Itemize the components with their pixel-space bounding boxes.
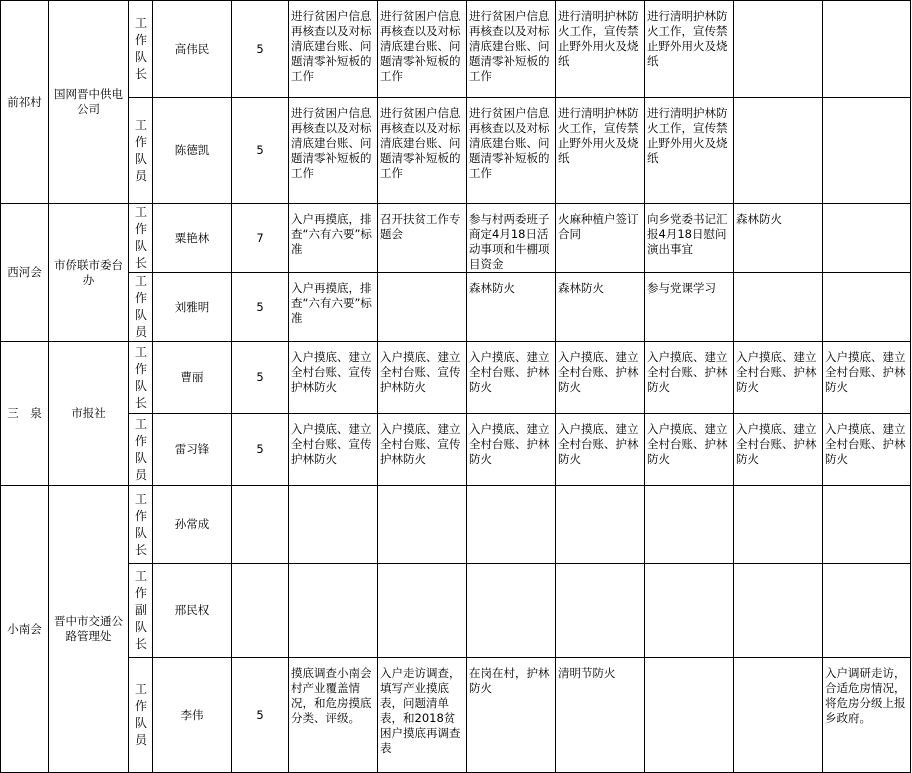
task-cell: [645, 486, 734, 564]
role-cell: 工作队员: [129, 414, 153, 486]
role-cell: 工作队长: [129, 486, 153, 564]
days-count: 5: [232, 342, 289, 414]
role-cell: 工作队长: [129, 342, 153, 414]
task-cell: [289, 564, 378, 658]
table-row: [1, 98, 911, 204]
task-cell: [556, 564, 645, 658]
village-name: 西河会: [1, 204, 49, 342]
role-cell: 工作队长: [129, 204, 153, 273]
task-cell: 入户摸底、建立全村台账、护林防火: [467, 342, 556, 414]
task-cell: 入户摸底、建立全村台账、护林防火: [645, 414, 734, 486]
unit-name: 晋中市交通公路管理处: [49, 486, 129, 773]
role-cell: 工作队员: [129, 273, 153, 342]
member-name: 曹丽: [153, 342, 232, 414]
days-count: [232, 564, 289, 658]
task-cell: 入户摸底、建立全村台账、护林防火: [467, 414, 556, 486]
role-cell: 工作队员: [129, 658, 153, 773]
task-cell: 入户摸底、建立全村台账、护林防火: [823, 342, 911, 414]
role-cell: 工作队员: [129, 98, 153, 204]
task-cell: 森林防火: [734, 204, 823, 273]
task-cell: 参与党课学习: [645, 273, 734, 342]
task-cell: 召开扶贫工作专题会: [378, 204, 467, 273]
role-cell: 工作副队长: [129, 564, 153, 658]
unit-name: 市侨联市委台办: [49, 204, 129, 342]
task-cell: 入户摸底、建立全村台账、宣传护林防火: [378, 342, 467, 414]
task-cell: [734, 98, 823, 204]
member-name: 刘雅明: [153, 273, 232, 342]
table-row: [1, 658, 911, 773]
table-row: [1, 564, 911, 658]
task-cell: [823, 273, 911, 342]
task-cell: 森林防火: [556, 273, 645, 342]
task-cell: [556, 486, 645, 564]
days-count: 5: [232, 273, 289, 342]
task-cell: [734, 1, 823, 98]
task-cell: [467, 486, 556, 564]
task-cell: [823, 564, 911, 658]
days-count: 7: [232, 204, 289, 273]
task-cell: 进行清明护林防火工作，宣传禁止野外用火及烧纸: [556, 98, 645, 204]
village-name: 小南会: [1, 486, 49, 773]
member-name: 雷习锋: [153, 414, 232, 486]
days-count: 5: [232, 98, 289, 204]
task-cell: 入户摸底、建立全村台账、护林防火: [556, 342, 645, 414]
task-cell: [734, 658, 823, 773]
days-count: 5: [232, 1, 289, 98]
task-cell: 进行贫困户信息再核查以及对标清底建台账、问题清零补短板的工作: [289, 1, 378, 98]
task-cell: [823, 98, 911, 204]
task-cell: 进行贫困户信息再核查以及对标清底建台账、问题清零补短板的工作: [378, 1, 467, 98]
task-cell: [734, 273, 823, 342]
task-cell: 进行清明护林防火工作，宣传禁止野外用火及烧纸: [645, 98, 734, 204]
task-cell: [823, 204, 911, 273]
task-cell: [645, 658, 734, 773]
task-cell: 入户摸底、建立全村台账、宣传护林防火: [378, 414, 467, 486]
village-name: 三 泉: [1, 342, 49, 486]
task-cell: 清明节防火: [556, 658, 645, 773]
task-cell: [378, 273, 467, 342]
table-row: [1, 486, 911, 564]
task-cell: 入户走访调查，填写产业摸底表，问题清单表，和2018贫困户摸底再调查表: [378, 658, 467, 773]
task-cell: 进行贫困户信息再核查以及对标清底建台账、问题清零补短板的工作: [467, 98, 556, 204]
task-cell: 参与村两委班子商定4月18日活动事项和牛棚项目资金: [467, 204, 556, 273]
days-count: 5: [232, 658, 289, 773]
task-cell: [289, 486, 378, 564]
task-cell: 入户摸底、建立全村台账、护林防火: [645, 342, 734, 414]
member-name: 邢民权: [153, 564, 232, 658]
role-cell: 工作队长: [129, 1, 153, 98]
task-cell: 进行贫困户信息再核查以及对标清底建台账、问题清零补短板的工作: [378, 98, 467, 204]
days-count: 5: [232, 414, 289, 486]
task-cell: 入户再摸底，排查“六有六要”标准: [289, 204, 378, 273]
task-cell: [823, 486, 911, 564]
member-name: 孙常成: [153, 486, 232, 564]
days-count: [232, 486, 289, 564]
task-cell: 进行贫困户信息再核查以及对标清底建台账、问题清零补短板的工作: [467, 1, 556, 98]
unit-name: 国网晋中供电公司: [49, 1, 129, 204]
task-cell: [823, 1, 911, 98]
member-name: 陈德凯: [153, 98, 232, 204]
task-cell: 入户摸底、建立全村台账、护林防火: [823, 414, 911, 486]
village-name: 前祁村: [1, 1, 49, 204]
member-name: 粟艳林: [153, 204, 232, 273]
task-cell: 进行清明护林防火工作，宣传禁止野外用火及烧纸: [556, 1, 645, 98]
task-cell: [734, 564, 823, 658]
task-cell: [734, 486, 823, 564]
task-cell: 森林防火: [467, 273, 556, 342]
task-cell: 入户再摸底，排查“六有六要”标准: [289, 273, 378, 342]
task-cell: [467, 564, 556, 658]
table-row: [1, 414, 911, 486]
table-row: [1, 204, 911, 273]
task-cell: 火麻种植户签订合同: [556, 204, 645, 273]
task-cell: [645, 564, 734, 658]
task-cell: 向乡党委书记汇报4月18日慰问演出事宜: [645, 204, 734, 273]
task-cell: 在岗在村，护林防火: [467, 658, 556, 773]
task-cell: 进行贫困户信息再核查以及对标清底建台账、问题清零补短板的工作: [289, 98, 378, 204]
task-cell: 入户摸底、建立全村台账、护林防火: [734, 342, 823, 414]
table-row: [1, 273, 911, 342]
table-row: [1, 1, 911, 98]
task-cell: 入户摸底、建立全村台账、宣传护林防火: [289, 342, 378, 414]
task-cell: [378, 486, 467, 564]
task-cell: 摸底调查小南会村产业覆盖情况，和危房摸底分类、评级。: [289, 658, 378, 773]
task-cell: 入户摸底、建立全村台账、护林防火: [556, 414, 645, 486]
member-name: 高伟民: [153, 1, 232, 98]
task-cell: 入户调研走访，合适危房情况，将危房分级上报乡政府。: [823, 658, 911, 773]
task-cell: 入户摸底、建立全村台账、宣传护林防火: [289, 414, 378, 486]
unit-name: 市报社: [49, 342, 129, 486]
member-name: 李伟: [153, 658, 232, 773]
table-row: [1, 342, 911, 414]
task-cell: [378, 564, 467, 658]
task-cell: 入户摸底、建立全村台账、护林防火: [734, 414, 823, 486]
task-cell: 进行清明护林防火工作，宣传禁止野外用火及烧纸: [645, 1, 734, 98]
